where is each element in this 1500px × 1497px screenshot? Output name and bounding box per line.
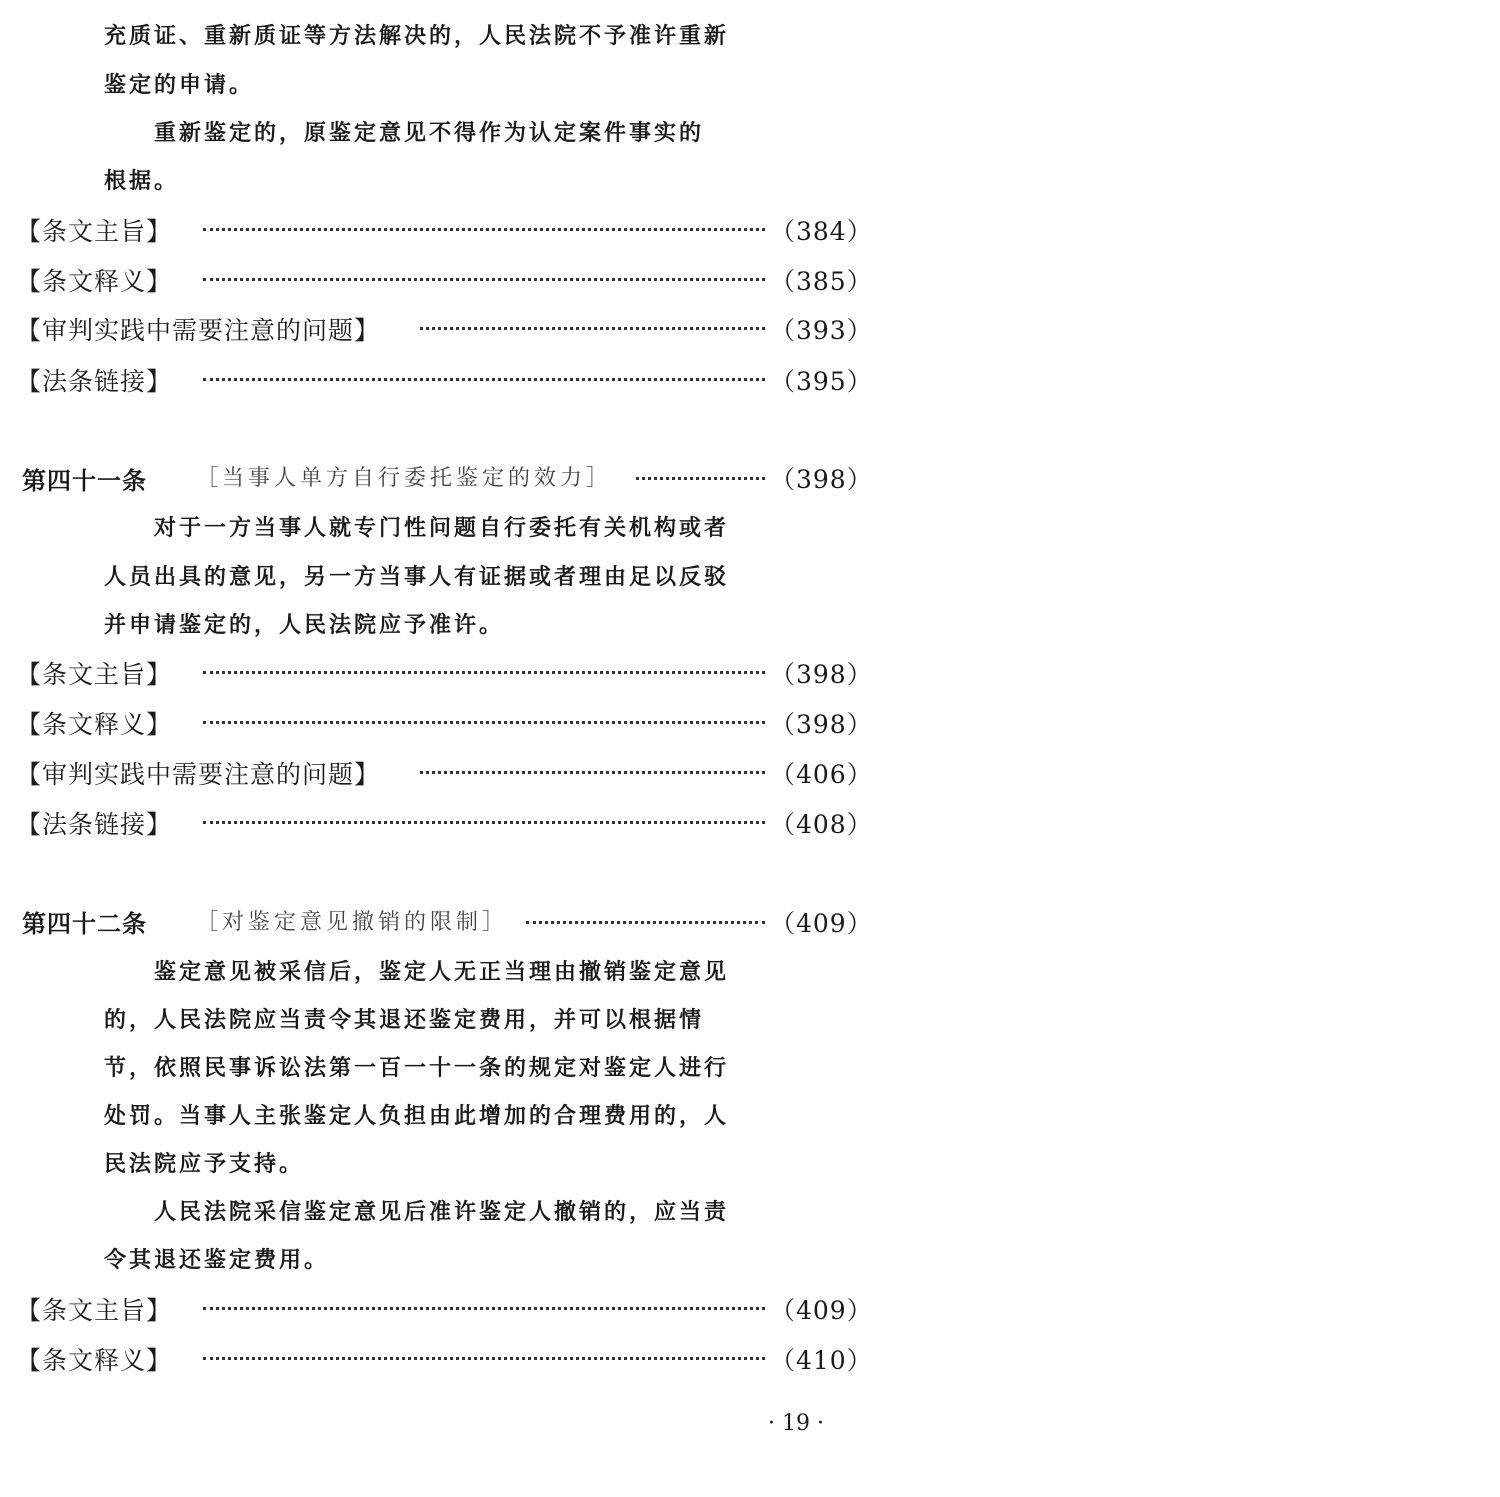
paragraph-line: 并申请鉴定的，人民法院应予准许。 [104, 613, 505, 638]
toc-entry-page: （398） [770, 660, 873, 689]
toc-entry-label: 【法条链接】 [16, 367, 173, 396]
paragraph-line: 人民法院采信鉴定意见后准许鉴定人撤销的，应当责 [154, 1200, 730, 1225]
toc-entry-label: 【审判实践中需要注意的问题】 [16, 316, 381, 345]
paragraph-line: 重新鉴定的，原鉴定意见不得作为认定案件事实的 [154, 121, 705, 146]
leader-dots [420, 771, 765, 774]
toc-entry-page: （409） [770, 1296, 873, 1325]
article-page: （398） [770, 465, 873, 494]
toc-entry-page: （393） [770, 316, 873, 345]
toc-entry-label: 【法条链接】 [16, 810, 173, 839]
paragraph-line: 令其退还鉴定费用。 [104, 1248, 330, 1273]
leader-dots [203, 1357, 765, 1360]
paragraph-line: 鉴定意见被采信后，鉴定人无正当理由撤销鉴定意见 [154, 960, 730, 985]
paragraph-line: 节，依照民事诉讼法第一百一十一条的规定对鉴定人进行 [104, 1056, 730, 1081]
paragraph-line: 根据。 [104, 169, 180, 194]
paragraph-line: 对于一方当事人就专门性问题自行委托有关机构或者 [154, 516, 730, 541]
toc-entry-page: （398） [770, 710, 873, 739]
leader-dots [203, 671, 765, 674]
toc-entry-label: 【条文释义】 [16, 267, 173, 296]
toc-entry-page: （406） [770, 760, 873, 789]
toc-entry-page: （385） [770, 267, 873, 296]
page-number: · 19 · [768, 1411, 824, 1436]
paragraph-line: 处罚。当事人主张鉴定人负担由此增加的合理费用的，人 [104, 1104, 730, 1129]
toc-entry-page: （408） [770, 810, 873, 839]
paragraph-line: 民法院应予支持。 [104, 1152, 305, 1177]
article-topic: ［对鉴定意见撤销的限制］ [196, 910, 509, 935]
leader-dots [636, 477, 765, 480]
toc-entry-label: 【条文主旨】 [16, 217, 173, 246]
paragraph-line: 人员出具的意见，另一方当事人有证据或者理由足以反驳 [104, 565, 730, 590]
leader-dots [203, 228, 765, 231]
article-page: （409） [770, 909, 873, 938]
toc-entry-label: 【条文主旨】 [16, 1296, 173, 1325]
article-number: 第四十一条 [22, 467, 147, 495]
toc-entry-label: 【审判实践中需要注意的问题】 [16, 760, 381, 789]
article-topic: ［当事人单方自行委托鉴定的效力］ [196, 466, 613, 491]
article-number: 第四十二条 [22, 910, 147, 938]
toc-entry-page: （410） [770, 1346, 873, 1375]
leader-dots [203, 278, 765, 281]
leader-dots [203, 821, 765, 824]
toc-entry-page: （384） [770, 217, 873, 246]
paragraph-line: 鉴定的申请。 [104, 73, 255, 98]
leader-dots [203, 378, 765, 381]
leader-dots [420, 327, 765, 330]
leader-dots [203, 1307, 765, 1310]
toc-entry-label: 【条文主旨】 [16, 660, 173, 689]
toc-entry-page: （395） [770, 367, 873, 396]
toc-entry-label: 【条文释义】 [16, 710, 173, 739]
toc-entry-label: 【条文释义】 [16, 1346, 173, 1375]
paragraph-line: 的，人民法院应当责令其退还鉴定费用，并可以根据情 [104, 1008, 705, 1033]
leader-dots [526, 921, 765, 924]
leader-dots [203, 721, 765, 724]
paragraph-line: 充质证、重新质证等方法解决的，人民法院不予准许重新 [104, 24, 730, 49]
